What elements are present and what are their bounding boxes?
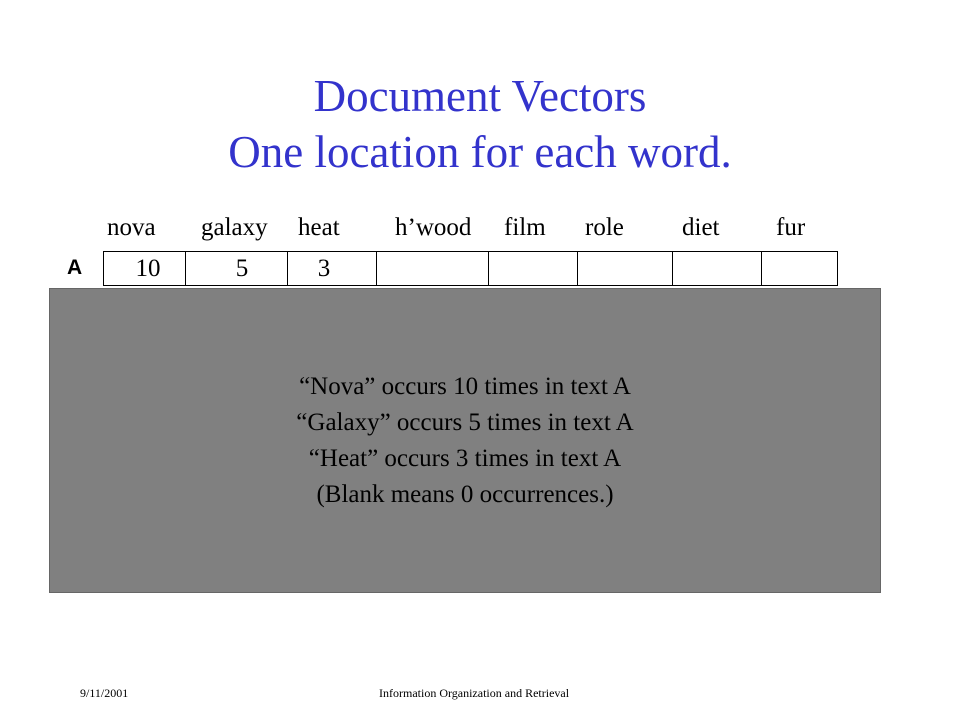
term-label: diet <box>682 214 720 241</box>
explanation-text <box>50 369 880 513</box>
term-header-row <box>0 214 960 248</box>
explanation-line: “Galaxy” occurs 5 times in text A <box>296 409 634 436</box>
explanation-overlay <box>49 288 881 593</box>
title-line-1: Document Vectors <box>313 71 647 121</box>
cell-divider <box>185 252 186 285</box>
explanation-line: “Heat” occurs 3 times in text A <box>308 445 622 472</box>
explanation-line: (Blank means 0 occurrences.) <box>316 481 614 508</box>
term-label: h’wood <box>395 214 472 241</box>
cell-divider <box>577 252 578 285</box>
footer-course: Information Organization and Retrieval <box>379 686 570 700</box>
cell-divider <box>376 252 377 285</box>
term-label: galaxy <box>201 214 268 241</box>
vector-cell-value: 5 <box>235 255 249 282</box>
vector-cell-value: 3 <box>317 255 331 282</box>
slide-title <box>0 68 960 180</box>
term-label: nova <box>107 214 156 241</box>
explanation-line: “Nova” occurs 10 times in text A <box>299 373 631 400</box>
cell-divider <box>672 252 673 285</box>
cell-divider <box>761 252 762 285</box>
term-label: heat <box>298 214 340 241</box>
cell-divider <box>287 252 288 285</box>
term-label: fur <box>776 214 806 241</box>
footer-date: 9/11/2001 <box>80 686 129 700</box>
term-label: film <box>504 214 546 241</box>
document-row-label: A <box>67 256 83 279</box>
document-vector-row <box>103 251 838 286</box>
vector-cell-value: 10 <box>135 255 161 282</box>
title-line-2: One location for each word. <box>228 127 732 177</box>
term-label: role <box>585 214 624 241</box>
cell-divider <box>488 252 489 285</box>
